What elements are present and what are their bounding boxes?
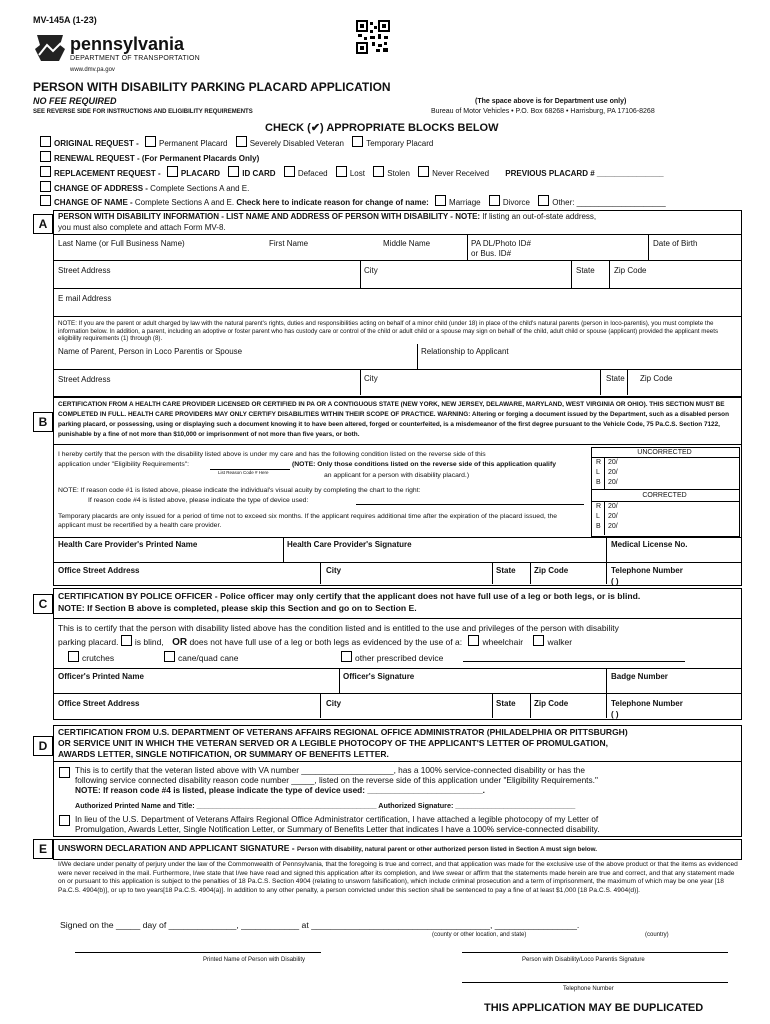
email-label: E mail Address bbox=[58, 294, 112, 303]
replacement-checkbox[interactable] bbox=[40, 166, 51, 177]
sec-e-head-bold: UNSWORN DECLARATION AND APPLICANT SIGNATURE - bbox=[58, 843, 295, 853]
defaced-checkbox[interactable] bbox=[284, 166, 295, 177]
loco-parentis-note: NOTE: If you are the parent or adult charged by law with the natural parent's rights, duties and responsibilities acting on behalf of a minor child (under 18) in place of the child's natural parents (person in loco-parentis), you must complete the information below. In addition, a parent, including an adoptive or foster parent who has custody care or control of the child or adult child or a spouse may sign on behalf of the child, adult child or spouse (applicant) provided the applicant meets eligibility requirements (1) through (8). bbox=[58, 320, 719, 342]
corr-l: L bbox=[596, 513, 600, 520]
c-phone-label: Telephone Number bbox=[611, 699, 683, 708]
change-address-text: Complete Sections A and E. bbox=[150, 184, 250, 193]
c-city-label: City bbox=[326, 699, 342, 708]
id-card-label: ID CARD bbox=[242, 169, 276, 178]
replacement-row bbox=[40, 166, 664, 178]
police-cert-note: NOTE: If Section B above is completed, please skip this Section and go on to Section E. bbox=[58, 603, 417, 613]
change-name-reason: Check here to indicate reason for change of name: bbox=[236, 198, 429, 207]
other-field[interactable]: Other: ____________________ bbox=[552, 198, 666, 207]
signature-hint: Person with Disability/Loco Parentis Signature bbox=[522, 957, 645, 963]
county-hint: (county or other location, and state) bbox=[432, 932, 527, 938]
section-d-letter: D bbox=[33, 736, 53, 756]
section-e-heading bbox=[58, 843, 597, 855]
va-lieu-2: Promulgation, Awards Letter, Single Notification Letter, or Summary of Benefits Letter that indicates I have a 100% service-connected disability. bbox=[75, 824, 600, 834]
city-label: City bbox=[364, 266, 378, 275]
stolen-checkbox[interactable] bbox=[373, 166, 384, 177]
va-text-2: following service connected disability reason code number _____, listed on the reverse side of this application under "Eligibility Requirements." bbox=[75, 775, 598, 785]
reason-code-hint: List Reason Code # Here bbox=[218, 470, 269, 475]
form-title: PERSON WITH DISABILITY PARKING PLACARD APPLICATION bbox=[33, 80, 391, 94]
blind-label: is blind, bbox=[134, 637, 164, 647]
b-phone-label: Telephone Number bbox=[611, 566, 683, 575]
change-address-label: CHANGE OF ADDRESS - bbox=[54, 184, 148, 193]
telephone-hint: Telephone Number bbox=[563, 986, 614, 992]
sec-a-head-2: you must also complete and attach Form MV-8. bbox=[58, 223, 226, 232]
parent-zip-label: Zip Code bbox=[640, 374, 673, 383]
cane-label: cane/quad cane bbox=[178, 653, 239, 663]
hcp-certification-warning: CERTIFICATION FROM A HEALTH CARE PROVIDER LICENSED OR CERTIFIED IN PA OR A CONTIGUOUS STATE (NEW YORK, NEW JERSEY, DELAWARE, MARYLAND, WEST VIRGINIA OR OHIO). THIS SECTION MUST BE COMPLETED IN FULL. HEALTH CARE PROVIDERS MAY ONLY CERTIFY DISABILITIES WITHIN THEIR SCOPE OF PRACTICE. WARNING: Altering or forging a document issued by the Department, such as a disabled person parking placard, or possessing, using or displaying such a document knowing it to have been altered, forged or counterfeited, is a misdemeanor of the first degree pursuant to the Vehicle Code, 75 Pa.C.S. Section 7122, punishable by a fine of not more than $10,000 or imprisonment of not more than five years, or both. bbox=[58, 401, 729, 438]
police-cert-heading: CERTIFICATION BY POLICE OFFICER - Police officer may only certify that the applicant does not have full use of a leg or both legs, or is blind. bbox=[58, 591, 641, 601]
uncorr-b: B bbox=[596, 479, 601, 486]
may-be-duplicated: THIS APPLICATION MAY BE DUPLICATED bbox=[484, 1002, 704, 1014]
change-name-checkbox[interactable] bbox=[40, 195, 51, 206]
certify-line-3: an applicant for a person with disability placard.) bbox=[324, 472, 470, 479]
does-not-label: does not have full use of a leg or both legs as evidenced by the use of a: bbox=[189, 637, 463, 647]
form-number: MV-145A (1-23) bbox=[33, 15, 97, 25]
bus-id-label: or Bus. ID# bbox=[471, 249, 512, 258]
walker-label: walker bbox=[547, 637, 573, 647]
first-name-label: First Name bbox=[269, 239, 309, 248]
org-name: pennsylvania bbox=[70, 34, 185, 54]
walker-checkbox[interactable] bbox=[533, 635, 544, 646]
va-lieu-1: In lieu of the U.S. Department of Veterans Affairs Regional Office Administrator certification, I have attached a legible photocopy of my Letter of bbox=[75, 814, 599, 824]
police-options-row bbox=[58, 635, 572, 648]
badge-label: Badge Number bbox=[611, 672, 668, 681]
divorce-checkbox[interactable] bbox=[489, 195, 500, 206]
marriage-checkbox[interactable] bbox=[435, 195, 446, 206]
never-received-checkbox[interactable] bbox=[418, 166, 429, 177]
last-name-label: Last Name (or Full Business Name) bbox=[58, 239, 185, 248]
state-label: State bbox=[576, 266, 595, 275]
signed-on-line[interactable]: Signed on the _____ day of ______________, ____________ at _____________________________________, _________________. bbox=[60, 920, 580, 930]
uncorrected-label: UNCORRECTED bbox=[637, 449, 692, 456]
dob-label: Date of Birth bbox=[653, 239, 698, 248]
severely-checkbox[interactable] bbox=[236, 136, 247, 147]
or-label: OR bbox=[172, 637, 188, 648]
id-card-checkbox[interactable] bbox=[228, 166, 239, 177]
uncorr-l: L bbox=[596, 469, 600, 476]
corr-r-value[interactable]: 20/ bbox=[608, 503, 618, 510]
va-text-1: This is to certify that the veteran listed above with VA number ____________________, has a 100% service-connected disability or has the bbox=[75, 765, 585, 775]
crutches-checkbox[interactable] bbox=[68, 651, 79, 662]
corrected-label: CORRECTED bbox=[642, 492, 687, 499]
zip-label: Zip Code bbox=[614, 266, 647, 275]
middle-name-label: Middle Name bbox=[383, 239, 431, 248]
change-address-checkbox[interactable] bbox=[40, 181, 51, 192]
cane-checkbox[interactable] bbox=[164, 651, 175, 662]
c-phone-paren[interactable]: ( ) bbox=[611, 710, 619, 719]
change-name-text: Complete Sections A and E. bbox=[134, 198, 235, 207]
corr-r: R bbox=[596, 503, 602, 510]
divorce-label: Divorce bbox=[502, 198, 530, 207]
device-note: If reason code #4 is listed above, please indicate the type of device used: bbox=[88, 497, 309, 504]
other-checkbox[interactable] bbox=[538, 195, 549, 206]
check-heading: CHECK (✔) APPROPRIATE BLOCKS BELOW bbox=[265, 122, 499, 134]
b-state-label: State bbox=[496, 566, 516, 575]
original-request-row bbox=[40, 136, 433, 148]
section-c-letter: C bbox=[33, 594, 53, 614]
dept-use-note: (The space above is for Department use only) bbox=[475, 98, 627, 105]
printed-name-hint: Printed Name of Person with Disability bbox=[203, 957, 306, 963]
marriage-label: Marriage bbox=[449, 198, 481, 207]
provider-name-label: Health Care Provider's Printed Name bbox=[58, 540, 198, 549]
corr-b-value[interactable]: 20/ bbox=[608, 523, 618, 530]
permanent-label: Permanent Placard bbox=[158, 139, 228, 148]
sec-a-head-text: If listing an out-of-state address, bbox=[482, 212, 597, 221]
provider-sig-label: Health Care Provider's Signature bbox=[287, 540, 412, 549]
c-office-label: Office Street Address bbox=[58, 699, 140, 708]
cane-row bbox=[164, 651, 239, 664]
uncorr-r: R bbox=[596, 459, 602, 466]
corr-l-value[interactable]: 20/ bbox=[608, 513, 618, 520]
police-devices-row bbox=[68, 651, 114, 664]
va-lieu-checkbox[interactable] bbox=[59, 815, 70, 826]
relationship-label: Relationship to Applicant bbox=[421, 347, 509, 356]
defaced-label: Defaced bbox=[297, 169, 328, 178]
certify-line-1: I hereby certify that the person with the disability listed above is under my care and has the following condition listed on the reverse side of this bbox=[58, 451, 486, 458]
dept-name: DEPARTMENT OF TRANSPORTATION bbox=[70, 55, 200, 62]
b-zip-label: Zip Code bbox=[534, 566, 569, 575]
corr-b: B bbox=[596, 523, 601, 530]
other-device-row bbox=[341, 651, 443, 664]
lost-checkbox[interactable] bbox=[336, 166, 347, 177]
renewal-row bbox=[40, 151, 259, 163]
severely-label: Severely Disabled Veteran bbox=[249, 139, 344, 148]
temporary-note: Temporary placards are only issued for a period of time not to exceed six months. If the applicant requires additional time after the expiration of the placard issued, the applicant must be recertified by a health care provider. bbox=[58, 513, 558, 529]
street-label: Street Address bbox=[58, 266, 111, 275]
placard-checkbox[interactable] bbox=[167, 166, 178, 177]
va-text-3: NOTE: If reason code #4 is listed, please indicate the type of device used: _________________________. bbox=[75, 785, 485, 795]
uncorr-b-value[interactable]: 20/ bbox=[608, 479, 618, 486]
renewal-label: RENEWAL REQUEST - (For Permanent Placards Only) bbox=[54, 154, 260, 163]
va-authorized[interactable]: Authorized Printed Name and Title: _____________________________________________ Authorized Signature: ______________________________ bbox=[75, 801, 576, 810]
section-a-heading bbox=[58, 212, 738, 221]
section-b-letter: B bbox=[33, 412, 53, 432]
country-hint: (country) bbox=[645, 932, 669, 938]
lost-label: Lost bbox=[349, 169, 365, 178]
change-name-row bbox=[40, 195, 666, 207]
pa-dl-label: PA DL/Photo ID# bbox=[471, 239, 531, 248]
va-heading-1: CERTIFICATION FROM U.S. DEPARTMENT OF VETERANS AFFAIRS REGIONAL OFFICE ADMINISTRATOR (PHILADELPHIA OR PITTSBURGH) bbox=[58, 727, 628, 737]
parent-street-label: Street Address bbox=[58, 375, 111, 384]
b-city-label: City bbox=[326, 566, 342, 575]
never-label: Never Received bbox=[432, 169, 490, 178]
other-device-label: other prescribed device bbox=[355, 653, 444, 663]
uncorr-l-value[interactable]: 20/ bbox=[608, 469, 618, 476]
c-zip-label: Zip Code bbox=[534, 699, 569, 708]
permanent-checkbox[interactable] bbox=[145, 136, 156, 147]
other-device-checkbox[interactable] bbox=[341, 651, 352, 662]
previous-placard-field[interactable]: PREVIOUS PLACARD # _______________ bbox=[505, 169, 664, 178]
see-reverse: SEE REVERSE SIDE FOR INSTRUCTIONS AND ELIGIBILITY REQUIREMENTS bbox=[33, 109, 253, 115]
va-heading-2: OR SERVICE UNIT IN WHICH THE VETERAN SERVED OR A LEGIBLE PHOTOCOPY OF THE APPLICANT'S LETTER OF PROMULGATION, bbox=[58, 738, 608, 748]
section-e-letter: E bbox=[33, 839, 53, 859]
placard-label: PLACARD bbox=[180, 169, 221, 178]
c-state-label: State bbox=[496, 699, 516, 708]
wheelchair-checkbox[interactable] bbox=[468, 635, 479, 646]
va-certify-checkbox[interactable] bbox=[59, 767, 70, 778]
certify-line-2: application under "Eligibility Requirements": bbox=[58, 461, 190, 468]
wheelchair-label: wheelchair bbox=[482, 637, 524, 647]
visual-acuity-note: NOTE: If reason code #1 is listed above, please indicate the individual's visual acuity by completing the chart to the right: bbox=[58, 487, 421, 494]
parent-name-label: Name of Parent, Person in Loco Parentis or Spouse bbox=[58, 347, 243, 356]
police-cert-text: This is to certify that the person with disability listed above has the condition listed and is entitled to the use and privileges of the person with disability bbox=[58, 623, 619, 633]
temporary-label: Temporary Placard bbox=[366, 139, 434, 148]
officer-sig-label: Officer's Signature bbox=[343, 672, 415, 681]
crutches-label: crutches bbox=[82, 653, 115, 663]
b-phone-paren[interactable]: ( ) bbox=[611, 577, 619, 586]
uncorr-r-value[interactable]: 20/ bbox=[608, 459, 618, 466]
original-request-checkbox[interactable] bbox=[40, 136, 51, 147]
sec-e-head-text: Person with disability, natural parent or other authorized person listed in Section A must sign below. bbox=[296, 846, 598, 853]
temporary-checkbox[interactable] bbox=[352, 136, 363, 147]
officer-name-label: Officer's Printed Name bbox=[58, 672, 144, 681]
blind-checkbox[interactable] bbox=[121, 635, 132, 646]
section-a-letter: A bbox=[33, 214, 53, 234]
stolen-label: Stolen bbox=[387, 169, 410, 178]
no-fee: NO FEE REQUIRED bbox=[33, 96, 117, 106]
renewal-checkbox[interactable] bbox=[40, 151, 51, 162]
change-name-label: CHANGE OF NAME - bbox=[54, 198, 133, 207]
unsworn-declaration: I/We declare under penalty of perjury under the law of the Commonwealth of Pennsylvania, that the foregoing is true and correct, and that application was made for the exclusive use of the above product or that the items as evidenced were never received in the mail. Furthermore, I/we state that I/we have read and signed this application after its completion, and I/we swear or affirm that the statements made herein are true and correct, and that any statement made on or pursuant to this application is subject to the penalties of 18 Pa.C.S. Section 4904 (relating to unsworn falsification), which include criminal prosecution and a term of imprisonment, the maximum of which may be one year [18 Pa.C.S. 4904(b)], or up to two years[18 Pa.C.S. 4904(a)]. In addition to any other penalty, a person convicted under this section shall be sentenced to pay a fine of at least $1,000 [18 Pa.C.S. 4904(d)]. bbox=[58, 861, 738, 894]
parent-state-label: State bbox=[606, 374, 625, 383]
sec-a-head-bold: PERSON WITH DISABILITY INFORMATION - LIST NAME AND ADDRESS OF PERSON WITH DISABILITY - NOTE: bbox=[58, 212, 481, 221]
dmv-url[interactable]: www.dmv.pa.gov bbox=[70, 67, 115, 73]
qr-code bbox=[356, 20, 390, 54]
replacement-label: REPLACEMENT REQUEST - bbox=[54, 169, 161, 178]
pa-keystone-logo-icon bbox=[33, 33, 67, 63]
va-heading-3: AWARDS LETTER, SINGLE NOTIFICATION, OR SUMMARY OF BENEFITS LETTER. bbox=[58, 749, 389, 759]
parking-label: parking placard. bbox=[58, 637, 119, 647]
parent-city-label: City bbox=[364, 374, 378, 383]
certify-note: (NOTE: Only those conditions listed on the reverse side of this application qualify bbox=[292, 461, 556, 468]
mailing-address: Bureau of Motor Vehicles • P.O. Box 68268 • Harrisburg, PA 17106-8268 bbox=[431, 108, 655, 115]
license-label: Medical License No. bbox=[611, 540, 688, 549]
change-address-row bbox=[40, 181, 249, 193]
original-label: ORIGINAL REQUEST - bbox=[54, 139, 139, 148]
b-office-label: Office Street Address bbox=[58, 566, 140, 575]
